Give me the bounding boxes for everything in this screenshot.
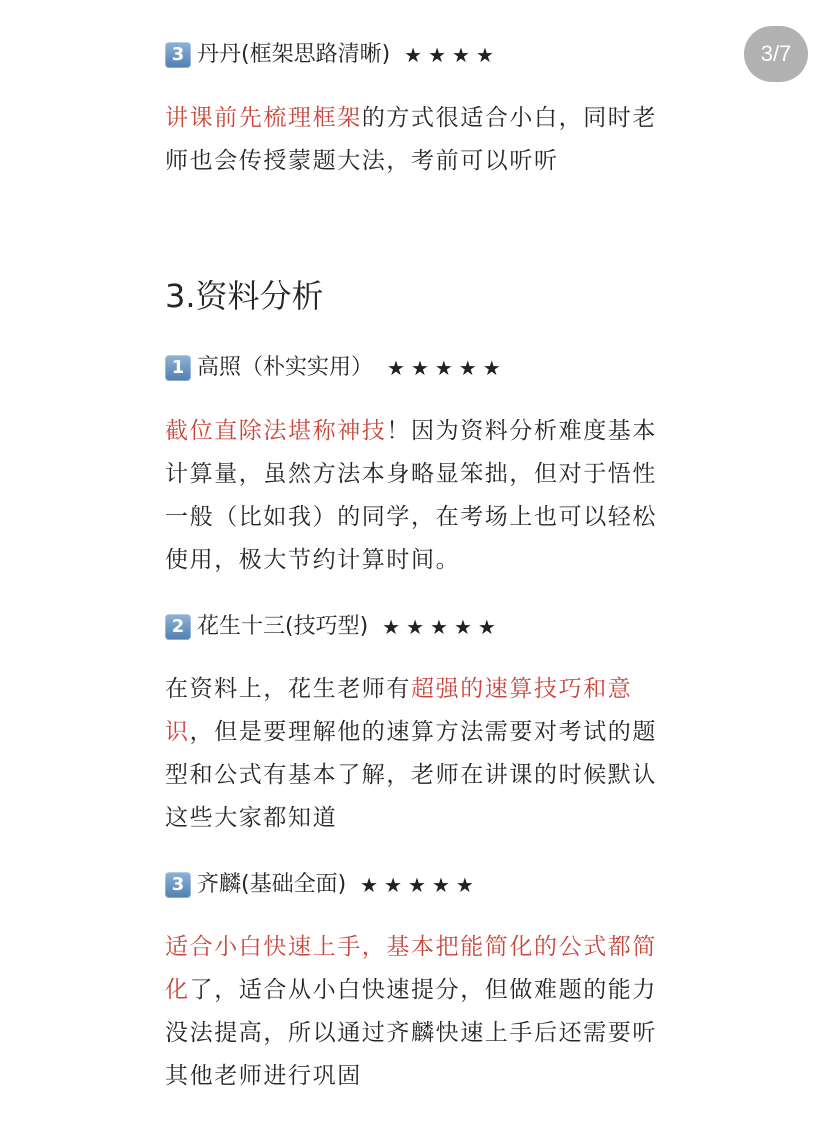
teacher-title: 齐麟(基础全面) — [197, 872, 347, 897]
section-title: 3.资料分析 — [165, 277, 324, 315]
number-three-badge-icon: 3 — [165, 42, 191, 68]
teacher-review-dandan — [165, 97, 665, 183]
review-text: ！因为资料分析难度基本计算量，虽然方法本身略显笨拙，但对于悟性一般（比如我）的同学，在考场上也可以轻松使用，极大节约计算时间。 — [165, 418, 658, 573]
teacher-review-qilin — [165, 926, 665, 1098]
teacher-title: 花生十三(技巧型) — [197, 614, 369, 639]
rating-stars: ★★★★ — [404, 43, 500, 67]
teacher-heading-dandan — [165, 40, 500, 70]
page-indicator: 3/7 — [744, 26, 808, 82]
highlight-text: 适合小白快速上手，基本把能简化的公式都简化 — [165, 934, 657, 1003]
review-text: 了，适合从小白快速提分，但做难题的能力没法提高，所以通过齐麟快速上手后还需要听其他老师进行巩固 — [165, 977, 658, 1089]
teacher-review-gaozhao — [165, 410, 665, 582]
highlight-text: 截位直除法堪称神技 — [165, 418, 387, 444]
number-three-badge-icon: 3 — [165, 872, 191, 898]
rating-stars: ★★★★★ — [382, 615, 502, 639]
number-two-badge-icon: 2 — [165, 614, 191, 640]
review-text: 的方式很适合小白，同时老师也会传授蒙题大法，考前可以听听 — [165, 105, 658, 174]
rating-stars: ★★★★★ — [360, 873, 480, 897]
highlight-text: 超强的速算技巧和意识 — [165, 676, 633, 745]
teacher-heading-huasheng — [165, 612, 502, 642]
review-text: 在资料上，花生老师有 — [165, 676, 411, 702]
teacher-heading-gaozhao — [165, 353, 507, 383]
highlight-text: 讲课前先梳理框架 — [165, 105, 362, 131]
rating-stars: ★★★★★ — [387, 356, 507, 380]
teacher-review-huasheng — [165, 668, 665, 840]
number-one-badge-icon: 1 — [165, 355, 191, 381]
teacher-title: 丹丹(框架思路清晰) — [197, 42, 391, 67]
teacher-title: 高照（朴实实用） — [197, 355, 374, 380]
review-text: ，但是要理解他的速算方法需要对考试的题型和公式有基本了解，老师在讲课的时候默认这些大家都知道 — [165, 719, 658, 831]
teacher-heading-qilin — [165, 870, 480, 900]
